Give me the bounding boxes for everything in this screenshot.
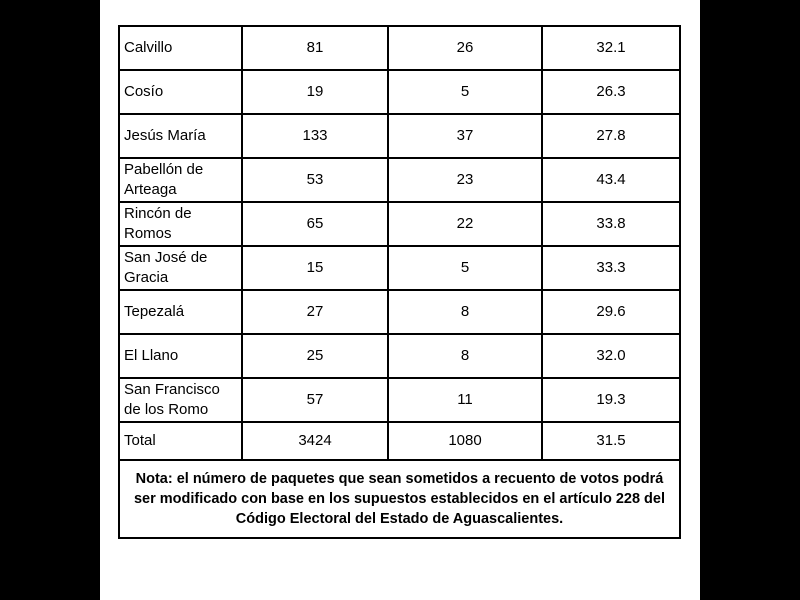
value-cell: 15 xyxy=(242,246,388,290)
value-cell: 23 xyxy=(388,158,542,202)
municipality-cell: El Llano xyxy=(119,334,242,378)
total-value-cell: 31.5 xyxy=(542,422,680,460)
table-row xyxy=(119,26,680,70)
value-cell: 22 xyxy=(388,202,542,246)
value-cell: 43.4 xyxy=(542,158,680,202)
recount-table xyxy=(118,25,681,539)
total-label-cell: Total xyxy=(119,422,242,460)
table-row xyxy=(119,70,680,114)
value-cell: 26.3 xyxy=(542,70,680,114)
document-page xyxy=(100,0,700,600)
note-row xyxy=(119,460,680,538)
table-row xyxy=(119,158,680,202)
value-cell: 19.3 xyxy=(542,378,680,422)
note-text: Nota: el número de paquetes que sean sometidos a recuento de votos podrá ser modificado con base en los supuestos establecidos en el artículo 228 del Código Electoral del Estado de Aguascalientes. xyxy=(119,460,680,538)
table-row xyxy=(119,246,680,290)
value-cell: 53 xyxy=(242,158,388,202)
value-cell: 57 xyxy=(242,378,388,422)
municipality-cell: Rincón de Romos xyxy=(119,202,242,246)
value-cell: 33.8 xyxy=(542,202,680,246)
value-cell: 37 xyxy=(388,114,542,158)
total-value-cell: 3424 xyxy=(242,422,388,460)
value-cell: 8 xyxy=(388,334,542,378)
value-cell: 65 xyxy=(242,202,388,246)
value-cell: 33.3 xyxy=(542,246,680,290)
value-cell: 27 xyxy=(242,290,388,334)
value-cell: 25 xyxy=(242,334,388,378)
value-cell: 19 xyxy=(242,70,388,114)
value-cell: 5 xyxy=(388,70,542,114)
value-cell: 29.6 xyxy=(542,290,680,334)
table-row xyxy=(119,290,680,334)
value-cell: 8 xyxy=(388,290,542,334)
value-cell: 26 xyxy=(388,26,542,70)
value-cell: 11 xyxy=(388,378,542,422)
municipality-cell: Calvillo xyxy=(119,26,242,70)
municipality-cell: Tepezalá xyxy=(119,290,242,334)
value-cell: 32.1 xyxy=(542,26,680,70)
table-row xyxy=(119,334,680,378)
value-cell: 5 xyxy=(388,246,542,290)
value-cell: 81 xyxy=(242,26,388,70)
total-value-cell: 1080 xyxy=(388,422,542,460)
municipality-cell: Cosío xyxy=(119,70,242,114)
total-row xyxy=(119,422,680,460)
municipality-cell: San Francisco de los Romo xyxy=(119,378,242,422)
table-row xyxy=(119,378,680,422)
value-cell: 32.0 xyxy=(542,334,680,378)
table-row xyxy=(119,114,680,158)
value-cell: 27.8 xyxy=(542,114,680,158)
municipality-cell: Pabellón de Arteaga xyxy=(119,158,242,202)
value-cell: 133 xyxy=(242,114,388,158)
table-row xyxy=(119,202,680,246)
municipality-cell: Jesús María xyxy=(119,114,242,158)
municipality-cell: San José de Gracia xyxy=(119,246,242,290)
